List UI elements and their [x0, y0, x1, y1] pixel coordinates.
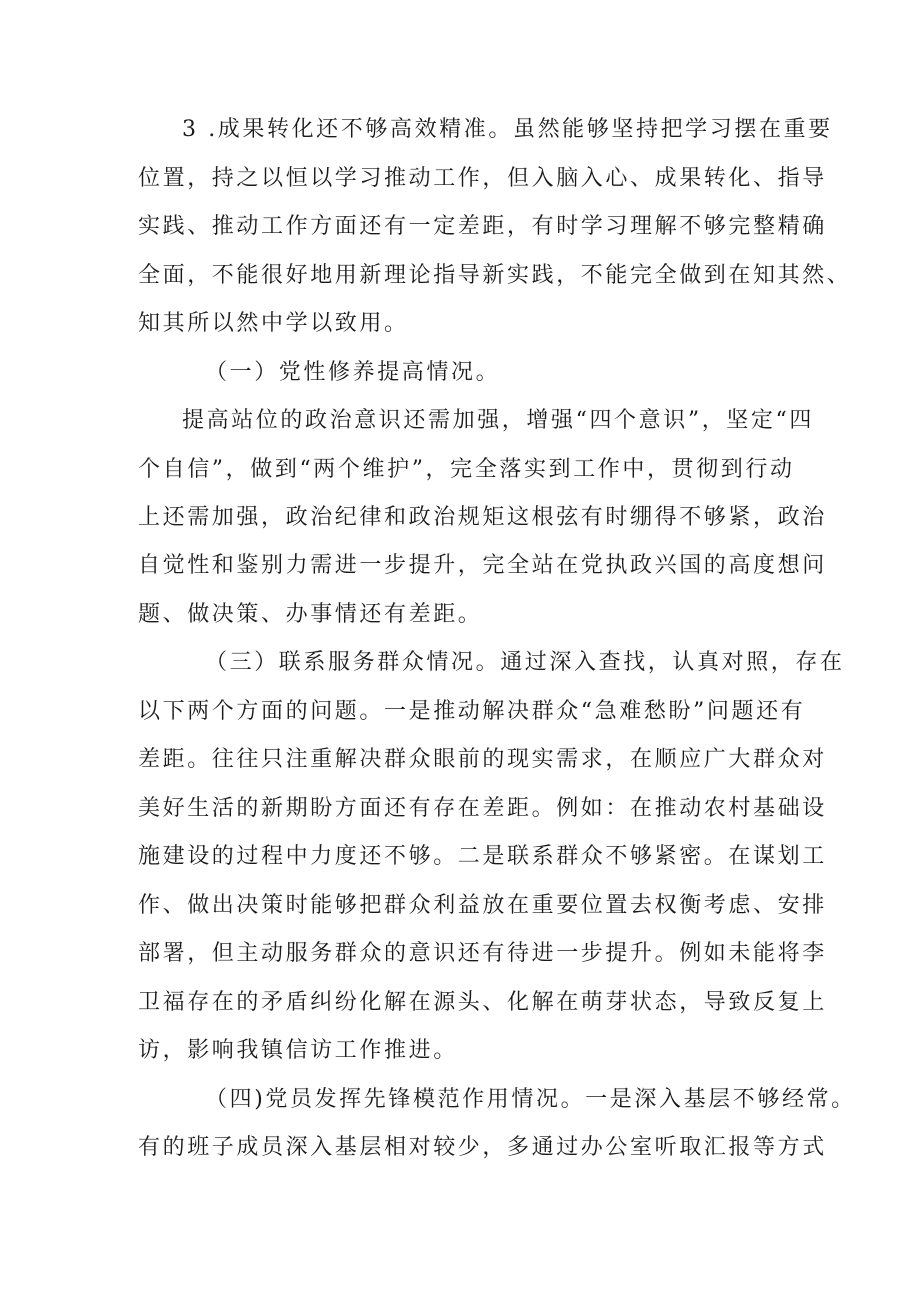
paragraph-line: 实践、推动工作方面还有一定差距，有时学习理解不够完整精确 [138, 214, 827, 239]
section-heading: （一）党性修养提高情况。 [205, 360, 501, 385]
paragraph-line: 位置，持之以恒以学习推动工作，但入脑入心、成果转化、指导 [138, 166, 827, 191]
paragraph-line: 访，影响我镇信访工作推进。 [138, 1038, 458, 1063]
paragraph-line: 以下两个方面的问题。一是推动解决群众“急难愁盼”问题还有 [138, 699, 806, 724]
paragraph-line: 上还需加强，政治纪律和政治规矩这根弦有时绷得不够紧，政治 [138, 505, 827, 530]
paragraph-line: 自觉性和鉴别力需进一步提升，完全站在党执政兴国的高度想问 [138, 553, 827, 578]
section-heading-line: （三）联系服务群众情况。通过深入查找，认真对照，存在 [205, 650, 845, 675]
paragraph-line: 知其所以然中学以致用。 [138, 311, 409, 336]
section-heading-line: （四)党员发挥先锋模范作用情况。一是深入基层不够经常。 [205, 1087, 856, 1112]
paragraph-line: 3 .成果转化还不够高效精准。虽然能够坚持把学习摆在重要 [182, 117, 833, 142]
paragraph-line: 全面，不能很好地用新理论指导新实践，不能完全做到在知其然、 [138, 263, 852, 288]
paragraph-line: 差距。往往只注重解决群众眼前的现实需求，在顺应广大群众对 [138, 747, 827, 772]
paragraph-line: 部署，但主动服务群众的意识还有待进一步提升。例如未能将李 [138, 941, 827, 966]
paragraph-line: 作、做出决策时能够把群众利益放在重要位置去权衡考虑、安排 [138, 893, 827, 918]
paragraph-line: 卫福存在的矛盾纠纷化解在源头、化解在萌芽状态，导致反复上 [138, 990, 827, 1015]
paragraph-line: 题、做决策、办事情还有差距。 [138, 602, 483, 627]
paragraph-line: 美好生活的新期盼方面还有存在差距。例如：在推动农村基础设 [138, 796, 827, 821]
paragraph-line: 施建设的过程中力度还不够。二是联系群众不够紧密。在谋划工 [138, 844, 827, 869]
paragraph-line: 提高站位的政治意识还需加强，增强“四个意识”，坚定“四 [182, 408, 814, 433]
paragraph-line: 个自信”，做到“两个维护”，完全落实到工作中，贯彻到行动 [138, 457, 795, 482]
paragraph-line: 有的班子成员深入基层相对较少，多通过办公室听取汇报等方式 [138, 1135, 827, 1160]
